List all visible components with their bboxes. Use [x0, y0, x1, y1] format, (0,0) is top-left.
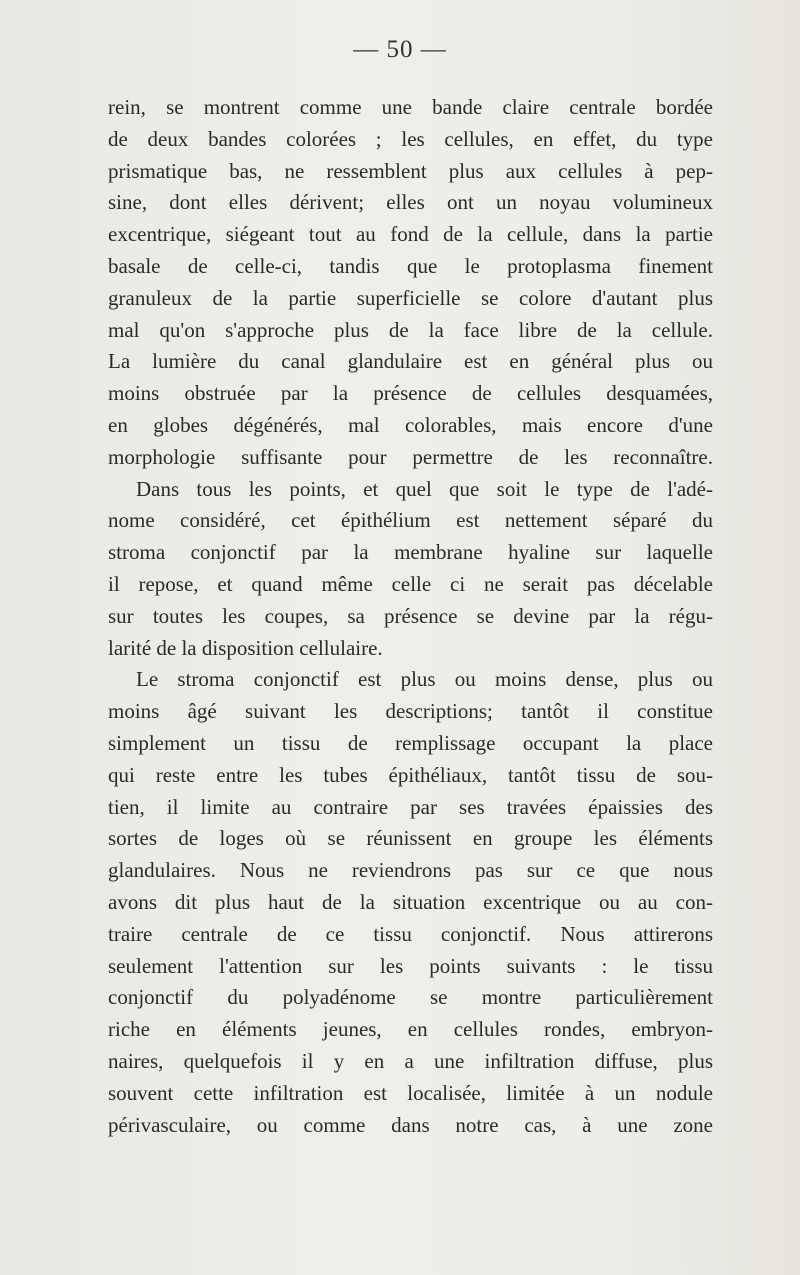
page-number: — 50 —: [353, 36, 447, 63]
text-line: souvent cette infiltration est localisée, limitée à un nodule: [108, 1080, 713, 1105]
text-line: sur toutes les coupes, sa présence se devine par la régu-: [108, 603, 713, 628]
text-line: en globes dégénérés, mal colorables, mais encore d'une: [108, 412, 713, 437]
text-line: stroma conjonctif par la membrane hyaline sur laquelle: [108, 540, 713, 565]
text-line: mal qu'on s'approche plus de la face libre de la cellule.: [108, 317, 713, 342]
text-line: glandulaires. Nous ne reviendrons pas sur ce que nous: [108, 858, 713, 883]
text-line: morphologie suffisante pour permettre de les reconnaître.: [108, 444, 713, 469]
text-line: sine, dont elles dérivent; elles ont un noyau volumineux: [108, 190, 713, 215]
text-line: conjonctif du polyadénome se montre particulièrement: [108, 985, 713, 1010]
body-text: [108, 92, 713, 1141]
text-line: de deux bandes colorées ; les cellules, en effet, du type: [108, 126, 713, 151]
text-line: larité de la disposition cellulaire.: [108, 635, 383, 660]
text-line: Dans tous les points, et quel que soit le type de l'adé-: [136, 476, 713, 501]
text-line: périvasculaire, ou comme dans notre cas, à une zone: [108, 1112, 713, 1137]
text-line: tien, il limite au contraire par ses travées épaissies des: [108, 794, 713, 819]
text-line: naires, quelquefois il y en a une infiltration diffuse, plus: [108, 1048, 713, 1073]
text-line: sortes de loges où se réunissent en groupe les éléments: [108, 826, 713, 851]
text-line: Le stroma conjonctif est plus ou moins dense, plus ou: [136, 667, 713, 692]
text-line: basale de celle-ci, tandis que le protoplasma finement: [108, 253, 713, 278]
text-line: il repose, et quand même celle ci ne serait pas décelable: [108, 571, 713, 596]
text-line: nome considéré, cet épithélium est nettement séparé du: [108, 508, 713, 533]
text-line: simplement un tissu de remplissage occupant la place: [108, 730, 713, 755]
text-line: moins âgé suivant les descriptions; tantôt il constitue: [108, 699, 713, 724]
text-line: avons dit plus haut de la situation excentrique ou au con-: [108, 889, 713, 914]
text-line: excentrique, siégeant tout au fond de la cellule, dans la partie: [108, 222, 713, 247]
text-line: moins obstruée par la présence de cellules desquamées,: [108, 381, 713, 406]
text-line: seulement l'attention sur les points suivants : le tissu: [108, 953, 713, 978]
text-line: traire centrale de ce tissu conjonctif. Nous attirerons: [108, 921, 713, 946]
text-line: riche en éléments jeunes, en cellules rondes, embryon-: [108, 1017, 713, 1042]
text-line: La lumière du canal glandulaire est en général plus ou: [108, 349, 713, 374]
text-line: prismatique bas, ne ressemblent plus aux cellules à pep-: [108, 158, 713, 183]
text-line: rein, se montrent comme une bande claire centrale bordée: [108, 95, 713, 119]
text-line: qui reste entre les tubes épithéliaux, tantôt tissu de sou-: [108, 762, 713, 787]
text-line: granuleux de la partie superficielle se colore d'autant plus: [108, 285, 713, 310]
